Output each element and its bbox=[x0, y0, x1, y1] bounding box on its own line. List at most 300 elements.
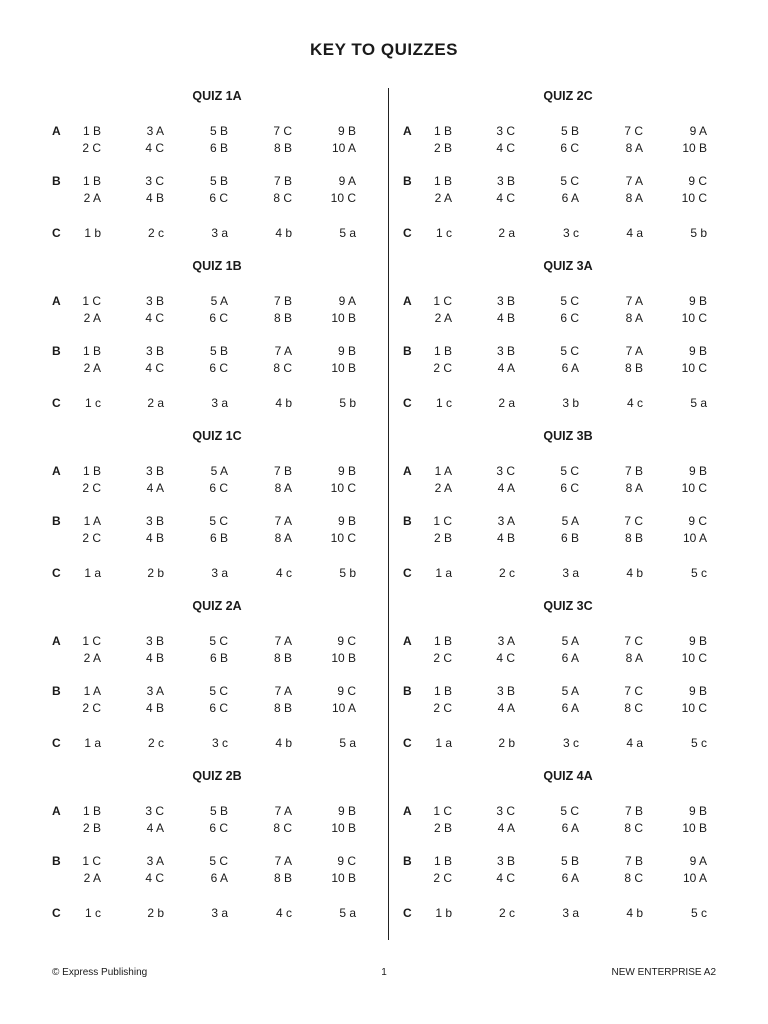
answer: 3 A bbox=[146, 124, 164, 138]
answer: 10 B bbox=[331, 361, 356, 375]
answer: 3 c bbox=[562, 226, 579, 240]
answer: 5 C bbox=[560, 174, 579, 188]
answer: 7 A bbox=[274, 634, 292, 648]
answer: 7 A bbox=[274, 804, 292, 818]
section-letter: A bbox=[403, 634, 412, 648]
answer: 1 C bbox=[433, 804, 452, 818]
answer: 2 C bbox=[82, 531, 101, 545]
answer: 7 B bbox=[624, 804, 643, 818]
answer: 4 b bbox=[626, 566, 643, 580]
answer: 5 a bbox=[339, 226, 356, 240]
section-letter: B bbox=[403, 684, 412, 698]
answer: 1 a bbox=[84, 736, 101, 750]
answer: 8 A bbox=[625, 651, 643, 665]
answer: 3 a bbox=[211, 906, 228, 920]
answer: 4 b bbox=[275, 396, 292, 410]
section-letter: B bbox=[52, 344, 61, 358]
answer: 6 A bbox=[561, 191, 579, 205]
answer: 7 B bbox=[624, 854, 643, 868]
answer: 4 c bbox=[275, 906, 292, 920]
answer: 8 C bbox=[273, 821, 292, 835]
answer: 1 B bbox=[82, 344, 101, 358]
answer: 3 B bbox=[145, 634, 164, 648]
answer: 8 C bbox=[273, 361, 292, 375]
answer: 4 c bbox=[626, 396, 643, 410]
answer: 4 a bbox=[626, 226, 643, 240]
answer: 8 A bbox=[625, 481, 643, 495]
answer: 2 C bbox=[433, 651, 452, 665]
answer: 9 B bbox=[337, 804, 356, 818]
answer: 5 B bbox=[209, 804, 228, 818]
answer: 6 A bbox=[561, 651, 579, 665]
answer: 7 A bbox=[625, 174, 643, 188]
section-letter: A bbox=[52, 294, 61, 308]
answer: 2 B bbox=[433, 531, 452, 545]
answer: 9 B bbox=[688, 684, 707, 698]
page-title: KEY TO QUIZZES bbox=[309, 40, 459, 59]
section-letter: B bbox=[403, 174, 412, 188]
answer: 3 B bbox=[145, 464, 164, 478]
answer: 6 C bbox=[560, 481, 579, 495]
answer: 2 a bbox=[498, 226, 515, 240]
answer: 4 A bbox=[146, 821, 164, 835]
quiz-title: QUIZ 2B bbox=[192, 769, 242, 783]
answer: 9 B bbox=[688, 344, 707, 358]
answer: 1 B bbox=[82, 804, 101, 818]
answer: 5 C bbox=[560, 464, 579, 478]
quiz-title: QUIZ 2C bbox=[543, 89, 593, 103]
answer: 3 c bbox=[211, 736, 228, 750]
section-letter: B bbox=[52, 514, 61, 528]
quiz-block bbox=[403, 88, 733, 258]
answer: 3 B bbox=[145, 514, 164, 528]
quiz-title: QUIZ 1C bbox=[192, 429, 242, 443]
answer: 1 B bbox=[433, 854, 452, 868]
answer: 9 B bbox=[337, 464, 356, 478]
answer: 1 A bbox=[83, 514, 101, 528]
answer: 6 A bbox=[561, 871, 579, 885]
answer: 7 C bbox=[624, 514, 643, 528]
answer: 5 B bbox=[560, 854, 579, 868]
answer: 1 B bbox=[433, 124, 452, 138]
answer: 10 C bbox=[330, 531, 356, 545]
answer: 3 b bbox=[562, 396, 579, 410]
answer: 2 C bbox=[82, 141, 101, 155]
section-letter: C bbox=[52, 906, 61, 920]
answer: 7 C bbox=[624, 124, 643, 138]
answer: 2 A bbox=[434, 481, 452, 495]
answer: 4 C bbox=[145, 141, 164, 155]
answer: 5 B bbox=[209, 344, 228, 358]
answer: 10 C bbox=[330, 191, 356, 205]
section-letter: C bbox=[52, 566, 61, 580]
answer: 3 c bbox=[562, 736, 579, 750]
answer: 5 C bbox=[209, 634, 228, 648]
answer: 8 A bbox=[274, 481, 292, 495]
answer: 8 C bbox=[624, 871, 643, 885]
quiz-block bbox=[403, 428, 733, 598]
section-letter: B bbox=[52, 174, 61, 188]
answer: 10 B bbox=[682, 821, 707, 835]
answer: 2 c bbox=[147, 736, 164, 750]
answer: 5 c bbox=[690, 736, 707, 750]
answer: 4 a bbox=[626, 736, 643, 750]
answer: 5 b bbox=[339, 566, 356, 580]
answer: 1 B bbox=[433, 634, 452, 648]
answer: 6 B bbox=[209, 141, 228, 155]
answer: 3 A bbox=[497, 634, 515, 648]
answer: 2 b bbox=[147, 906, 164, 920]
answer: 10 C bbox=[681, 191, 707, 205]
answer: 5 C bbox=[209, 684, 228, 698]
answer: 5 A bbox=[561, 684, 579, 698]
answer: 2 B bbox=[82, 821, 101, 835]
answer: 1 b bbox=[435, 906, 452, 920]
answer: 2 A bbox=[434, 191, 452, 205]
answer: 6 C bbox=[209, 701, 228, 715]
answer: 4 A bbox=[497, 821, 515, 835]
answer: 9 B bbox=[688, 464, 707, 478]
answer: 3 B bbox=[496, 854, 515, 868]
section-letter: C bbox=[403, 566, 412, 580]
answer: 5 A bbox=[210, 464, 228, 478]
answer: 6 B bbox=[560, 531, 579, 545]
answer: 10 B bbox=[331, 821, 356, 835]
answer: 2 A bbox=[83, 361, 101, 375]
answer: 6 C bbox=[209, 821, 228, 835]
section-letter: A bbox=[403, 124, 412, 138]
answer: 9 B bbox=[688, 634, 707, 648]
answer: 5 A bbox=[210, 294, 228, 308]
quiz-block bbox=[403, 768, 733, 938]
section-letter: C bbox=[403, 906, 412, 920]
answer: 3 a bbox=[562, 906, 579, 920]
answer: 1 c bbox=[435, 396, 452, 410]
answer: 4 c bbox=[275, 566, 292, 580]
answer: 9 A bbox=[689, 854, 707, 868]
answer: 5 b bbox=[339, 396, 356, 410]
section-letter: B bbox=[403, 344, 412, 358]
answer: 4 B bbox=[145, 651, 164, 665]
section-letter: C bbox=[403, 396, 412, 410]
answer: 5 C bbox=[209, 514, 228, 528]
answer: 6 C bbox=[560, 141, 579, 155]
answer: 2 A bbox=[434, 311, 452, 325]
answer: 7 B bbox=[273, 294, 292, 308]
answer: 3 B bbox=[496, 684, 515, 698]
answer: 1 C bbox=[433, 514, 452, 528]
answer: 8 C bbox=[624, 701, 643, 715]
answer: 6 A bbox=[561, 701, 579, 715]
answer: 5 a bbox=[339, 736, 356, 750]
answer: 2 b bbox=[498, 736, 515, 750]
answer: 10 C bbox=[681, 701, 707, 715]
answer: 5 C bbox=[560, 294, 579, 308]
answer: 9 B bbox=[688, 804, 707, 818]
section-letter: A bbox=[52, 634, 61, 648]
answer: 6 A bbox=[210, 871, 228, 885]
answer: 5 C bbox=[560, 344, 579, 358]
answer: 1 b bbox=[84, 226, 101, 240]
answer: 8 A bbox=[274, 531, 292, 545]
quiz-block bbox=[403, 598, 733, 768]
answer: 4 C bbox=[145, 871, 164, 885]
answer: 5 A bbox=[561, 634, 579, 648]
section-letter: A bbox=[52, 124, 61, 138]
answer: 5 B bbox=[209, 124, 228, 138]
answer: 4 C bbox=[145, 311, 164, 325]
quiz-block bbox=[52, 258, 382, 428]
answer: 6 C bbox=[209, 361, 228, 375]
answer: 4 B bbox=[145, 191, 164, 205]
answer: 10 C bbox=[681, 361, 707, 375]
answer: 5 c bbox=[690, 906, 707, 920]
answer: 3 B bbox=[496, 174, 515, 188]
section-letter: A bbox=[403, 294, 412, 308]
quiz-title: QUIZ 3B bbox=[543, 429, 593, 443]
answer: 1 A bbox=[434, 464, 452, 478]
answer: 5 c bbox=[690, 566, 707, 580]
answer: 2 C bbox=[433, 701, 452, 715]
answer: 1 B bbox=[433, 344, 452, 358]
quiz-title: QUIZ 4A bbox=[543, 769, 593, 783]
answer: 5 b bbox=[690, 226, 707, 240]
answer: 2 C bbox=[433, 361, 452, 375]
section-letter: A bbox=[52, 804, 61, 818]
answer: 5 a bbox=[339, 906, 356, 920]
footer-publisher: © Express Publishing bbox=[52, 967, 148, 978]
answer: 5 B bbox=[560, 124, 579, 138]
answer: 7 C bbox=[624, 684, 643, 698]
section-letter: C bbox=[52, 396, 61, 410]
section-letter: B bbox=[403, 854, 412, 868]
answer: 7 A bbox=[625, 294, 643, 308]
answer: 4 b bbox=[275, 226, 292, 240]
answer: 9 A bbox=[689, 124, 707, 138]
quiz-block bbox=[52, 428, 382, 598]
answer: 1 c bbox=[435, 226, 452, 240]
answer: 5 B bbox=[209, 174, 228, 188]
answer: 10 A bbox=[682, 531, 707, 545]
answer: 1 B bbox=[82, 464, 101, 478]
answer: 7 B bbox=[624, 464, 643, 478]
answer: 3 B bbox=[496, 344, 515, 358]
answer: 3 C bbox=[145, 174, 164, 188]
quiz-block bbox=[52, 88, 382, 258]
right-column bbox=[403, 88, 733, 938]
section-letter: A bbox=[52, 464, 61, 478]
answer: 1 a bbox=[435, 736, 452, 750]
answer: 1 B bbox=[82, 124, 101, 138]
answer: 2 B bbox=[433, 821, 452, 835]
answer: 7 C bbox=[624, 634, 643, 648]
answer: 4 B bbox=[145, 701, 164, 715]
answer: 2 C bbox=[82, 701, 101, 715]
answer: 1 c bbox=[84, 906, 101, 920]
section-letter: C bbox=[403, 226, 412, 240]
answer: 4 A bbox=[497, 361, 515, 375]
answer: 6 C bbox=[560, 311, 579, 325]
answer: 10 C bbox=[681, 311, 707, 325]
answer: 8 A bbox=[625, 141, 643, 155]
answer: 9 C bbox=[688, 514, 707, 528]
answer: 2 B bbox=[433, 141, 452, 155]
answer: 6 C bbox=[209, 191, 228, 205]
answer: 3 a bbox=[211, 396, 228, 410]
answer: 1 B bbox=[433, 684, 452, 698]
answer: 3 B bbox=[145, 294, 164, 308]
answer: 9 B bbox=[337, 124, 356, 138]
answer: 1 C bbox=[82, 854, 101, 868]
answer: 2 a bbox=[147, 396, 164, 410]
answer: 8 B bbox=[273, 141, 292, 155]
answer: 2 c bbox=[498, 566, 515, 580]
answer: 9 A bbox=[338, 294, 356, 308]
answer: 2 C bbox=[433, 871, 452, 885]
answer: 2 c bbox=[147, 226, 164, 240]
answer: 4 C bbox=[496, 191, 515, 205]
answer: 7 B bbox=[273, 464, 292, 478]
answer: 9 A bbox=[338, 174, 356, 188]
answer: 9 C bbox=[688, 174, 707, 188]
answer: 6 B bbox=[209, 531, 228, 545]
answer: 9 B bbox=[688, 294, 707, 308]
section-letter: A bbox=[403, 464, 412, 478]
answer: 10 A bbox=[682, 871, 707, 885]
answer: 4 B bbox=[496, 531, 515, 545]
answer: 8 C bbox=[273, 191, 292, 205]
answer: 9 C bbox=[337, 854, 356, 868]
answer: 2 C bbox=[82, 481, 101, 495]
column-divider bbox=[388, 88, 389, 940]
answer: 4 C bbox=[145, 361, 164, 375]
answer: 1 A bbox=[83, 684, 101, 698]
answer: 8 B bbox=[624, 361, 643, 375]
answer: 3 B bbox=[496, 294, 515, 308]
answer: 7 A bbox=[625, 344, 643, 358]
answer: 3 C bbox=[145, 804, 164, 818]
answer: 3 C bbox=[496, 464, 515, 478]
answer: 10 C bbox=[330, 481, 356, 495]
answer: 8 B bbox=[273, 871, 292, 885]
answer: 3 A bbox=[497, 514, 515, 528]
answer: 3 a bbox=[211, 226, 228, 240]
answer: 4 B bbox=[496, 311, 515, 325]
answer: 1 B bbox=[82, 174, 101, 188]
quiz-title: QUIZ 1A bbox=[192, 89, 242, 103]
answer: 2 A bbox=[83, 311, 101, 325]
answer: 9 C bbox=[337, 684, 356, 698]
answer: 8 A bbox=[625, 311, 643, 325]
answer: 2 a bbox=[498, 396, 515, 410]
answer: 10 A bbox=[331, 141, 356, 155]
answer: 2 A bbox=[83, 191, 101, 205]
answer: 6 A bbox=[561, 361, 579, 375]
left-column bbox=[52, 88, 382, 938]
answer: 4 C bbox=[496, 871, 515, 885]
answer: 10 C bbox=[681, 481, 707, 495]
section-letter: A bbox=[403, 804, 412, 818]
answer: 6 B bbox=[209, 651, 228, 665]
answer: 6 C bbox=[209, 311, 228, 325]
answer: 1 C bbox=[82, 634, 101, 648]
answer: 5 A bbox=[561, 514, 579, 528]
answer: 3 B bbox=[145, 344, 164, 358]
answer: 2 A bbox=[83, 871, 101, 885]
quiz-title: QUIZ 2A bbox=[192, 599, 242, 613]
answer: 1 C bbox=[433, 294, 452, 308]
answer: 8 B bbox=[624, 531, 643, 545]
answer: 4 A bbox=[146, 481, 164, 495]
section-letter: B bbox=[52, 684, 61, 698]
answer: 2 A bbox=[83, 651, 101, 665]
quiz-title: QUIZ 3C bbox=[543, 599, 593, 613]
section-letter: C bbox=[52, 226, 61, 240]
quiz-title: QUIZ 1B bbox=[192, 259, 242, 273]
answer: 8 B bbox=[273, 311, 292, 325]
footer-page-number: 1 bbox=[381, 967, 387, 978]
answer: 1 B bbox=[433, 174, 452, 188]
quiz-block bbox=[403, 258, 733, 428]
answer: 1 a bbox=[435, 566, 452, 580]
answer: 5 a bbox=[690, 396, 707, 410]
answer: 7 A bbox=[274, 514, 292, 528]
answer: 1 c bbox=[84, 396, 101, 410]
answer: 3 A bbox=[146, 684, 164, 698]
answer: 3 C bbox=[496, 804, 515, 818]
answer: 7 A bbox=[274, 854, 292, 868]
answer: 4 B bbox=[145, 531, 164, 545]
answer: 1 a bbox=[84, 566, 101, 580]
section-letter: B bbox=[403, 514, 412, 528]
answer: 8 C bbox=[624, 821, 643, 835]
answer: 7 A bbox=[274, 684, 292, 698]
answer: 4 C bbox=[496, 141, 515, 155]
answer: 10 A bbox=[331, 701, 356, 715]
answer: 6 C bbox=[209, 481, 228, 495]
answer: 2 b bbox=[147, 566, 164, 580]
answer: 1 C bbox=[82, 294, 101, 308]
answer: 4 A bbox=[497, 481, 515, 495]
quiz-block bbox=[52, 598, 382, 768]
answer: 7 A bbox=[274, 344, 292, 358]
answer: 5 C bbox=[209, 854, 228, 868]
answer: 2 c bbox=[498, 906, 515, 920]
answer: 3 A bbox=[146, 854, 164, 868]
answer: 3 a bbox=[562, 566, 579, 580]
quiz-title: QUIZ 3A bbox=[543, 259, 593, 273]
answer: 10 B bbox=[682, 141, 707, 155]
answer: 7 B bbox=[273, 174, 292, 188]
answer: 8 B bbox=[273, 701, 292, 715]
answer: 10 B bbox=[331, 871, 356, 885]
section-letter: C bbox=[403, 736, 412, 750]
answer: 4 b bbox=[275, 736, 292, 750]
answer: 8 A bbox=[625, 191, 643, 205]
answer: 3 a bbox=[211, 566, 228, 580]
answer: 9 B bbox=[337, 514, 356, 528]
quiz-block bbox=[52, 768, 382, 938]
answer: 3 C bbox=[496, 124, 515, 138]
answer: 10 B bbox=[331, 311, 356, 325]
answer: 10 C bbox=[681, 651, 707, 665]
answer: 4 A bbox=[497, 701, 515, 715]
answer: 8 B bbox=[273, 651, 292, 665]
answer: 10 B bbox=[331, 651, 356, 665]
answer: 9 B bbox=[337, 344, 356, 358]
answer: 9 C bbox=[337, 634, 356, 648]
answer: 7 C bbox=[273, 124, 292, 138]
